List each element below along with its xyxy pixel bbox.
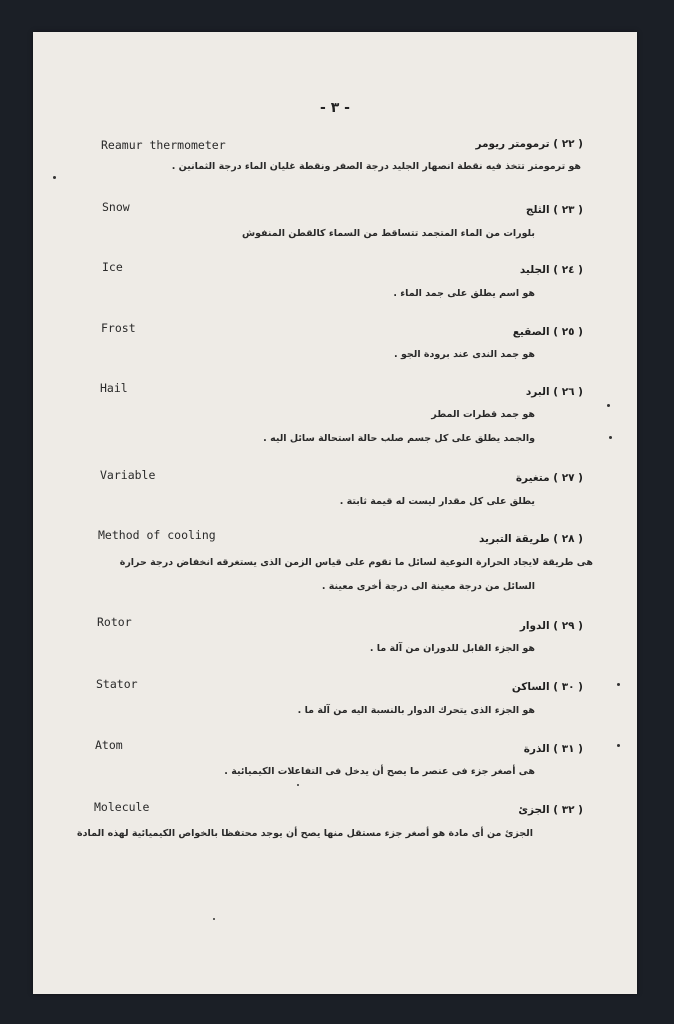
english-term: Molecule	[94, 800, 150, 814]
paper-speck	[53, 176, 56, 179]
paper-speck	[609, 436, 612, 439]
arabic-term: ( ٢٦ ) البرد	[525, 386, 583, 398]
english-term: Reamur thermometer	[101, 138, 226, 152]
paper-speck	[213, 918, 215, 920]
english-term: Atom	[95, 738, 123, 752]
english-term: Rotor	[97, 615, 132, 629]
paper-speck	[617, 744, 620, 747]
paper-speck	[607, 404, 610, 407]
arabic-definition: السائل من درجة معينة الى درجة أخرى معينة .	[321, 581, 535, 592]
english-term: Snow	[102, 200, 130, 214]
arabic-definition: بلورات من الماء المتجمد تتساقط من السماء كالقطن المنفوش	[241, 228, 535, 239]
arabic-definition: هو ترمومتر تتخذ فيه نقطة انصهار الجليد درجة الصفر ونقطة غليان الماء درجة الثمانين .	[171, 161, 581, 172]
english-term: Method of cooling	[98, 528, 216, 542]
arabic-term: ( ٢٣ ) الثلج	[525, 204, 583, 216]
arabic-definition: الجزئ من أى مادة هو أصغر جزء مستقل منها يصح أن يوجد محتفظا بالخواص الكيميائية لهذه المادة	[77, 828, 533, 839]
english-term: Variable	[100, 468, 156, 482]
arabic-definition: هى أصغر جزء فى عنصر ما يصح أن يدخل فى التفاعلات الكيميائية .	[224, 766, 535, 777]
page-number: - ٣ -	[320, 100, 350, 116]
document-page	[33, 32, 637, 994]
english-term: Ice	[102, 260, 123, 274]
english-term: Stator	[96, 677, 138, 691]
arabic-term: ( ٢٧ ) متغيرة	[515, 472, 583, 484]
arabic-term: ( ٢٥ ) الصقيع	[512, 326, 583, 338]
arabic-term: ( ٣٠ ) الساكن	[511, 681, 583, 693]
arabic-definition: هو جمد الندى عند برودة الجو .	[394, 349, 535, 360]
paper-speck	[297, 784, 299, 786]
english-term: Hail	[100, 381, 128, 395]
arabic-definition: هو اسم يطلق على جمد الماء .	[393, 288, 535, 299]
arabic-definition: هو الجزء الذى يتحرك الدوار بالنسبة اليه من آلة ما .	[297, 705, 535, 716]
arabic-term: ( ٣٢ ) الجزئ	[518, 804, 583, 816]
english-term: Frost	[101, 321, 136, 335]
arabic-term: ( ٢٢ ) ترمومتر ريومر	[475, 138, 583, 150]
arabic-definition: هى طريقة لايجاد الحرارة النوعية لسائل ما تقوم على قياس الزمن الذى يستغرقه انخفاض درجة حرارة	[119, 557, 593, 568]
arabic-definition: هو جمد قطرات المطر	[431, 409, 535, 420]
arabic-term: ( ٢٤ ) الجليد	[519, 264, 583, 276]
paper-speck	[617, 683, 620, 686]
arabic-definition: يطلق على كل مقدار ليست له قيمة ثابتة .	[339, 496, 535, 507]
arabic-term: ( ٢٩ ) الدوار	[519, 620, 583, 632]
arabic-definition: هو الجزء القابل للدوران من آلة ما .	[369, 643, 535, 654]
arabic-term: ( ٣١ ) الذرة	[523, 743, 583, 755]
arabic-definition: والجمد يطلق على كل جسم صلب حالة استحالة سائل اليه .	[263, 433, 535, 444]
arabic-term: ( ٢٨ ) طريقة التبريد	[478, 533, 583, 545]
